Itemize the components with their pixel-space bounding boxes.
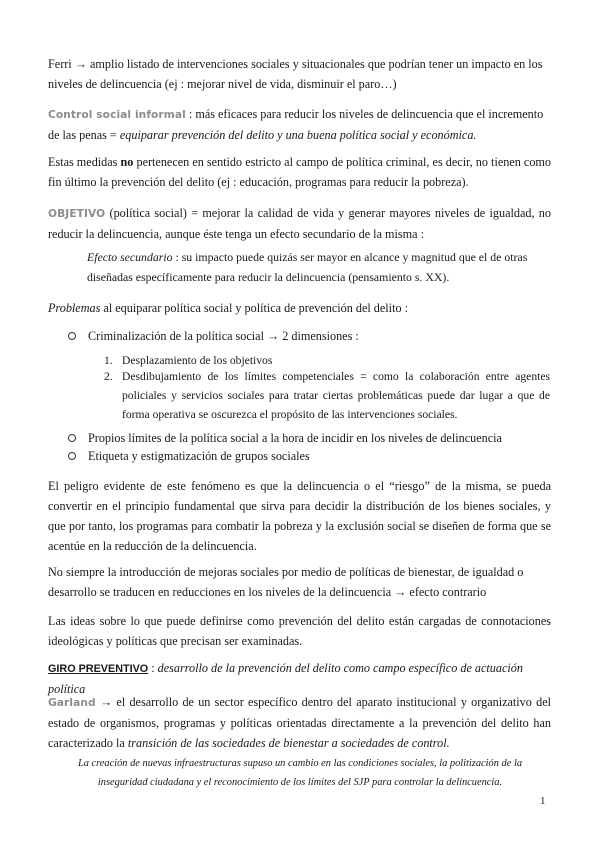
paragraph-text: Estas medidas xyxy=(48,155,121,169)
paragraph-text: pertenecen en sentido estricto al campo de política criminal, es decir, no tienen como fin último la prevención del delito (ej : educación, programas para reducir la pobreza). xyxy=(48,155,551,189)
bullet-text: Criminalización de la política social xyxy=(88,329,264,343)
paragraph-ideas: Las ideas sobre lo que puede definirse como prevención del delito están cargadas de connotaciones ideológicas y políticas que precisan ser examinadas. xyxy=(48,614,551,648)
paragraph-problemas xyxy=(48,298,551,318)
paragraph-mejoras-sociales xyxy=(48,562,551,602)
arrow-icon: → xyxy=(74,57,87,71)
paragraph-text: el desarrollo de un sector específico dentro del aparato institucional y organizativo del estado de organismos, programas y políticas orientadas directamente a la prevención del delito han caracterizado la xyxy=(48,695,552,750)
emphasis-text: transición de las sociedades de bienestar a sociedades de control. xyxy=(127,736,450,750)
arrow-icon: → xyxy=(99,695,113,709)
circle-bullet-icon xyxy=(68,434,76,442)
arrow-icon: → xyxy=(267,329,280,343)
bold-text: no xyxy=(120,155,134,169)
bullet-text: Etiqueta y estigmatización de grupos sociales xyxy=(88,449,310,463)
paragraph-control-social xyxy=(48,104,551,145)
paragraph-objetivo xyxy=(48,203,551,244)
circle-bullet-icon xyxy=(68,332,76,340)
bullet-text: 2 dimensiones : xyxy=(282,329,359,343)
item-number: 1. xyxy=(104,354,113,367)
bullet-text: Propios límites de la política social a la hora de incidir en los niveles de delincuencia xyxy=(88,431,502,445)
closing-quote: La creación de nuevas infraestructuras supuso un cambio en las condiciones sociales, la politización de la inseguridad ciudadana y el reconocimiento de los límites del SJP para controlar la delincuencia. xyxy=(77,758,523,788)
emphasis-text: desarrollo de la prevención del delito como campo específico de actuación política xyxy=(48,661,523,696)
paragraph-efecto-secundario xyxy=(87,247,549,287)
item-number: 2. xyxy=(104,370,113,383)
paragraph-ferri xyxy=(48,54,551,94)
section-label: Control social informal xyxy=(48,109,186,121)
emphasis-text: Efecto secundario xyxy=(87,250,173,264)
paragraph-text: : xyxy=(148,661,158,675)
paragraph-text: amplio listado de intervenciones sociales y situacionales que podrían tener un impacto en los niveles de delincuencia (ej : mejorar nivel de vida, disminuir el paro…) xyxy=(48,57,543,91)
arrow-icon: → xyxy=(394,585,407,599)
paragraph-text: (política social) = mejorar la calidad de vida y generar mayores niveles de igualdad, no reducir la delincuencia, aunque éste tenga un efecto secundario de la misma : xyxy=(48,206,551,241)
paragraph-text: al equiparar política social y política de prevención del delito : xyxy=(100,301,408,315)
paragraph-text: efecto contrario xyxy=(409,585,487,599)
emphasis-text: Problemas xyxy=(48,301,101,315)
paragraph-text: No siempre la introducción de mejoras sociales por medio de políticas de bienestar, de igualdad o desarrollo se traducen en reducciones en los niveles de la delincuencia xyxy=(48,565,524,599)
numbered-text: Desplazamiento de los objetivos xyxy=(122,354,273,367)
paragraph-text: : más eficaces para reducir los niveles de delincuencia que el incremento de las penas = xyxy=(48,107,544,142)
section-heading: GIRO PREVENTIVO xyxy=(48,663,149,675)
emphasis-text: equiparar prevención del delito y una buena política social y económica. xyxy=(119,128,477,142)
paragraph-peligro: El peligro evidente de este fenómeno es que la delincuencia o el “riesgo” de la misma, se pueda convertir en el principio fundamental que sirva para decidir la distribución de los bienes sociales, y que por tanto, los programas para combatir la pobreza y la exclusión social se diseñen de forma que se acentúe en la reducción de la delincuencia. xyxy=(48,479,551,553)
author-ferri: Ferri xyxy=(48,57,72,71)
paragraph-garland xyxy=(48,692,551,753)
numbered-text: Desdibujamiento de los límites competenciales = como la colaboración entre agentes policiales y servicios sociales para tratar ciertas problemáticas puede dar lugar a que de forma operativa se oscurezca el propósito de las intervenciones sociales. xyxy=(122,370,550,421)
circle-bullet-icon xyxy=(68,452,76,460)
paragraph-medidas xyxy=(48,152,551,192)
paragraph-text: : su impacto puede quizás ser mayor en alcance y magnitud que el de otras diseñadas específicamente para reducir la delincuencia (pensamiento s. XX). xyxy=(87,250,528,284)
author-garland: Garland xyxy=(48,697,96,709)
section-label: OBJETIVO xyxy=(48,208,106,220)
page-number: 1 xyxy=(540,795,546,807)
